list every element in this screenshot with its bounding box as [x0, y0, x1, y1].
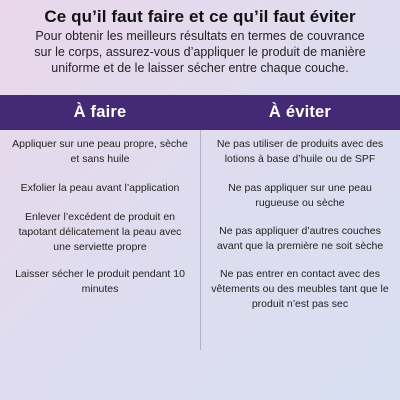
avoid-item: Ne pas appliquer d’autres couches avant que la première ne soit sèche — [216, 225, 384, 252]
avoid-column-title: À éviter — [268, 103, 332, 121]
page-subtitle: Pour obtenir les meilleurs résultats en termes de couvrance sur le corps, assurez-vous d’appliquer le produit de manière uniforme et de le laisser sécher entre chaque couche. — [34, 29, 366, 75]
column-divider — [200, 130, 201, 350]
avoid-item: Ne pas utiliser de produits avec des lotions à base d’huile ou de SPF — [216, 138, 384, 165]
page-title: Ce qu’il faut faire et ce qu’il faut éviter — [44, 7, 356, 26]
do-item: Appliquer sur une peau propre, sèche et sans huile — [12, 138, 188, 165]
column-header-banner — [0, 95, 400, 130]
avoid-item: Ne pas entrer en contact avec des vêtements ou des meubles tant que le produit n’est pas sec — [211, 268, 389, 310]
avoid-item: Ne pas appliquer sur une peau rugueuse ou sèche — [228, 182, 372, 209]
do-column-title: À faire — [73, 103, 127, 121]
do-item: Exfolier la peau avant l’application — [20, 182, 180, 194]
do-item: Enlever l’excédent de produit en tapotant délicatement la peau avec une serviette propre — [18, 211, 182, 253]
do-item: Laisser sécher le produit pendant 10 minutes — [15, 268, 185, 295]
header — [0, 6, 400, 76]
